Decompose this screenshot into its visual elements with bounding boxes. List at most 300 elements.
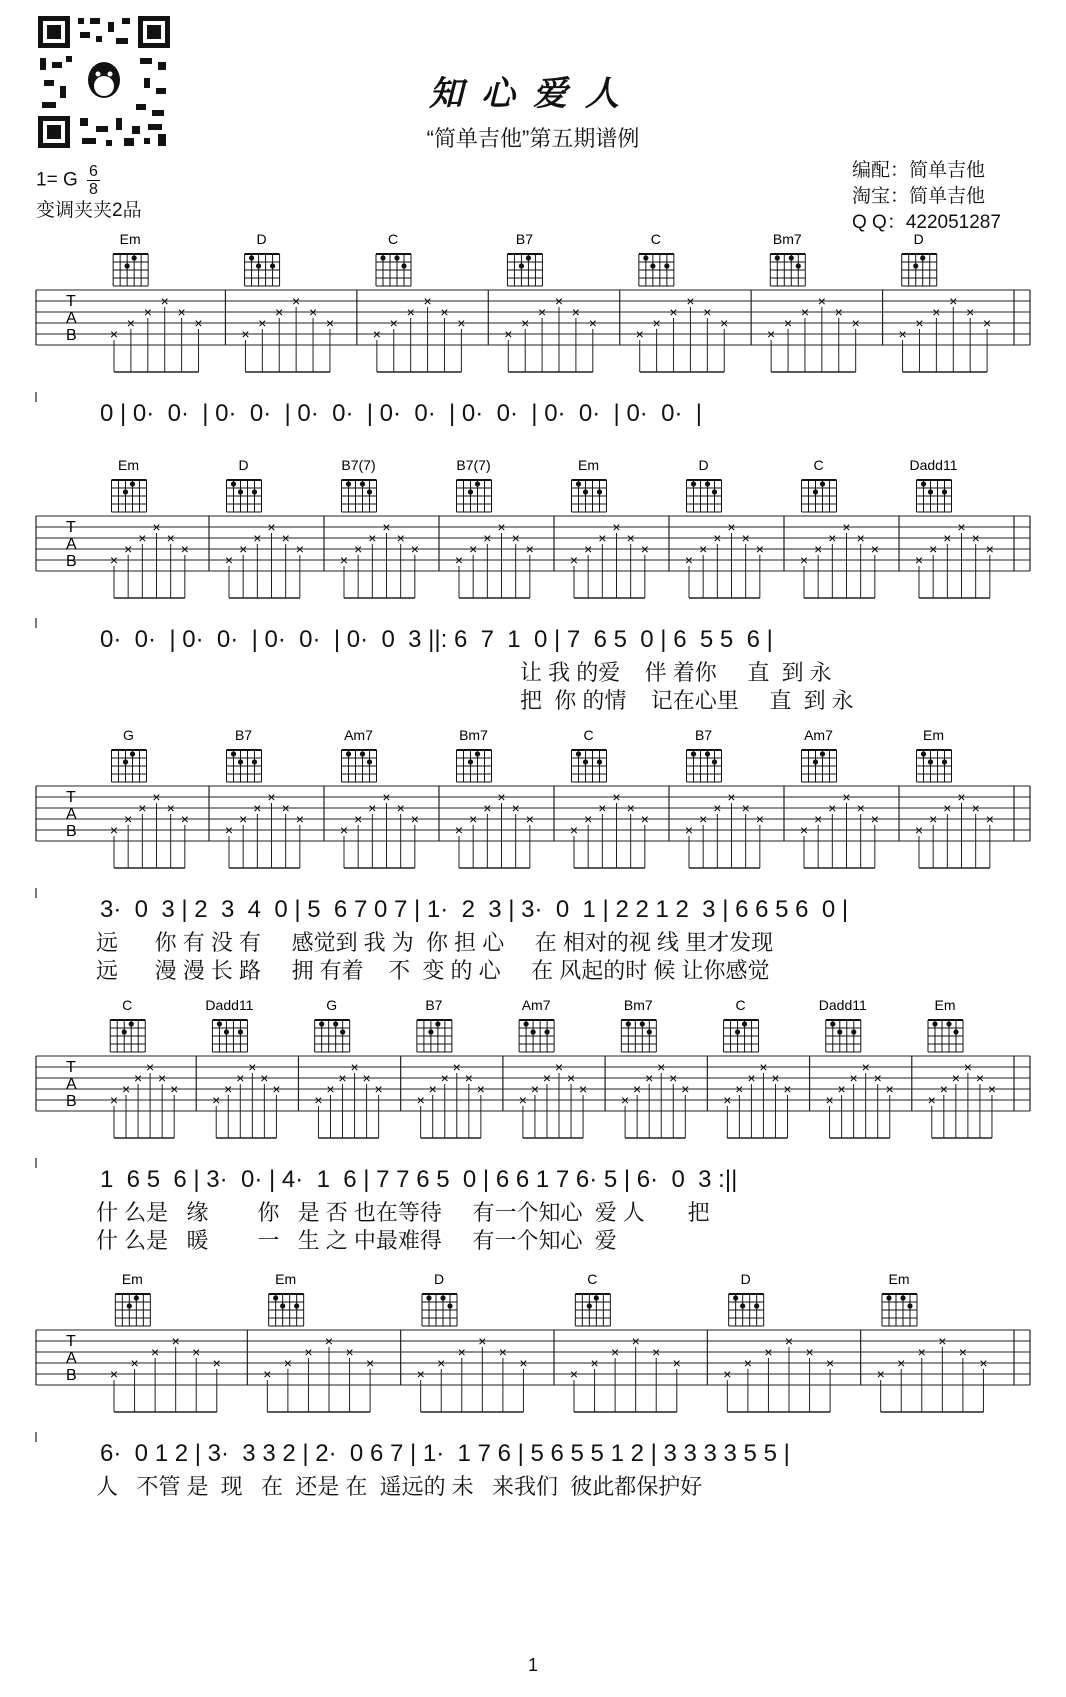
tab-clef: B [66, 1367, 77, 1384]
strum-mark: × [224, 1081, 233, 1097]
strum-mark: × [897, 1355, 906, 1371]
strum-mark: × [416, 1366, 425, 1382]
chord-diagram [639, 232, 674, 286]
chord-name: D [433, 1272, 445, 1287]
strum-mark: × [966, 304, 975, 320]
chord-name: Em [578, 458, 599, 473]
strum-mark: × [652, 1344, 661, 1360]
strum-mark: × [849, 1070, 858, 1086]
strum-mark: × [368, 800, 377, 816]
strum-mark: × [109, 1366, 119, 1382]
strum-mark: × [345, 1344, 354, 1360]
chord-diagram [417, 998, 452, 1052]
strum-mark: × [253, 800, 262, 816]
tab-system [0, 728, 1066, 898]
strum-mark: × [612, 519, 621, 535]
tab-clef: T [66, 293, 76, 310]
strum-mark: × [152, 519, 161, 535]
strum-mark: × [898, 326, 907, 342]
strum-mark: × [281, 530, 290, 546]
strum-mark: × [308, 304, 318, 320]
strum-mark: × [267, 519, 276, 535]
strum-mark: × [554, 293, 564, 309]
chord-name: Bm7 [772, 232, 802, 247]
strum-mark: × [814, 541, 823, 557]
chord-diagram [882, 1272, 917, 1326]
strum-mark: × [633, 1081, 642, 1097]
strum-mark: × [457, 315, 466, 331]
chord-name: B7 [234, 728, 253, 743]
chord-name: C [735, 998, 746, 1013]
jianpu-notes: 0 | 0· 0· | 0· 0· | 0· 0· | 0· 0· | 0· 0· | 0· 0· | 0· 0· | [100, 400, 703, 427]
strum-mark: × [295, 541, 304, 557]
strum-mark: × [263, 1366, 272, 1382]
chord-diagram [342, 728, 377, 782]
strum-mark: × [498, 1344, 507, 1360]
strum-mark: × [283, 1355, 292, 1371]
tab-system [0, 232, 1066, 402]
strum-mark: × [939, 1081, 948, 1097]
chord-name: Em [119, 232, 141, 247]
strum-mark: × [339, 822, 349, 838]
taobao: 淘宝：简单吉他 [852, 186, 986, 207]
strum-mark: × [109, 552, 119, 568]
strum-mark: × [588, 315, 597, 331]
strum-mark: × [652, 315, 661, 331]
strum-mark: × [519, 1355, 528, 1371]
strum-mark: × [324, 1333, 334, 1349]
chord-diagram [112, 728, 147, 782]
strum-mark: × [971, 530, 980, 546]
strum-mark: × [483, 800, 492, 816]
strum-mark: × [192, 1344, 201, 1360]
chord-diagram [802, 728, 837, 782]
strum-mark: × [851, 315, 860, 331]
strum-mark: × [483, 530, 492, 546]
strum-mark: × [825, 1092, 834, 1108]
tab-system [0, 458, 1066, 628]
qq: Q Q：422051287 [852, 212, 1001, 233]
strum-mark: × [856, 800, 865, 816]
strum-mark: × [554, 1059, 564, 1075]
strum-mark: × [504, 326, 513, 342]
chord-name: Am7 [344, 728, 373, 743]
key-info [36, 163, 142, 224]
strum-mark: × [759, 1059, 768, 1075]
chord-name: Dadd11 [818, 998, 867, 1013]
chord-name: C [587, 1272, 598, 1287]
tab-clef: T [66, 789, 76, 806]
strum-mark: × [253, 530, 262, 546]
strum-mark: × [626, 530, 635, 546]
chord-diagram [341, 458, 376, 512]
strum-mark: × [406, 304, 415, 320]
strum-mark: × [292, 293, 301, 309]
chord-name: D [238, 458, 249, 473]
strum-mark: × [224, 822, 234, 838]
strum-mark: × [914, 552, 924, 568]
chord-name: Dadd11 [909, 458, 958, 473]
strum-mark: × [511, 530, 520, 546]
chord-name: D [913, 232, 924, 247]
chord-name: B7 [425, 998, 443, 1013]
strum-mark: × [530, 1081, 540, 1097]
strum-mark: × [929, 811, 938, 827]
lyrics-line-2: 什 么是 暖 一 生 之 中最难得 有一个知心 爱 [96, 1228, 617, 1253]
strum-mark: × [870, 541, 879, 557]
strum-mark: × [295, 811, 304, 827]
strum-mark: × [497, 789, 506, 805]
strum-mark: × [538, 304, 547, 320]
chord-name: C [813, 458, 824, 473]
strum-mark: × [640, 541, 649, 557]
strum-mark: × [645, 1070, 654, 1086]
chord-diagram [112, 458, 147, 512]
strum-mark: × [743, 1355, 752, 1371]
strum-mark: × [834, 304, 843, 320]
chord-diagram [819, 998, 867, 1052]
strum-mark: × [138, 530, 147, 546]
chord-name: D [256, 232, 267, 247]
strum-mark: × [799, 822, 809, 838]
strum-mark: × [870, 811, 879, 827]
chord-diagram [227, 728, 262, 782]
capo-info: 变调夹夹2品 [36, 200, 142, 221]
tab-clef: B [66, 1093, 77, 1110]
strum-mark: × [735, 1081, 744, 1097]
time-signature: $\frac{6}{8}$ [89, 163, 98, 198]
strum-mark: × [949, 293, 958, 309]
strum-mark: × [741, 530, 750, 546]
strum-mark: × [983, 315, 992, 331]
strum-mark: × [876, 1366, 885, 1382]
tab-system [0, 1272, 1066, 1442]
strum-mark: × [951, 1070, 960, 1086]
tab-clef: B [66, 327, 77, 344]
tab-clef: A [66, 1350, 77, 1367]
strum-mark: × [354, 541, 363, 557]
jianpu-notes: 0· 0· | 0· 0· | 0· 0· | 0· 0 3 ||: 6 7 1 0 | 7 6 5 0 | 6 5 5 6 | [100, 626, 773, 653]
strum-mark: × [837, 1081, 846, 1097]
strum-mark: × [366, 1355, 375, 1371]
chord-name: D [698, 458, 709, 473]
strum-mark: × [861, 1059, 870, 1075]
tab-system [0, 998, 1066, 1168]
strum-mark: × [194, 315, 203, 331]
strum-mark: × [437, 1355, 446, 1371]
strum-mark: × [584, 541, 593, 557]
strum-mark: × [640, 811, 649, 827]
chord-diagram [724, 998, 759, 1052]
strum-mark: × [368, 530, 377, 546]
strum-mark: × [885, 1081, 894, 1097]
strum-mark: × [784, 1333, 794, 1349]
chord-name: Bm7 [459, 728, 488, 743]
chord-name: Em [118, 458, 139, 473]
strum-mark: × [747, 1070, 756, 1086]
tab-clef: T [66, 1333, 76, 1350]
strum-mark: × [957, 519, 966, 535]
strum-mark: × [525, 541, 534, 557]
lyrics-line-1: 远 你 有 没 有 感觉到 我 为 你 担 心 在 相对的视 线 里才发现 [96, 930, 774, 955]
strum-mark: × [281, 800, 290, 816]
strum-mark: × [943, 800, 952, 816]
strum-mark: × [416, 1092, 425, 1108]
strum-mark: × [873, 1070, 882, 1086]
strum-mark: × [571, 304, 580, 320]
strum-mark: × [236, 1070, 245, 1086]
strum-mark: × [826, 1355, 835, 1371]
strum-mark: × [248, 1059, 257, 1075]
chord-diagram [205, 998, 253, 1052]
chord-name: G [326, 998, 338, 1013]
strum-mark: × [569, 552, 579, 568]
tab-clef: A [66, 536, 77, 553]
strum-mark: × [396, 530, 405, 546]
strum-mark: × [180, 541, 189, 557]
chord-name: B7(7) [456, 458, 491, 473]
strum-mark: × [569, 822, 579, 838]
strum-mark: × [109, 1092, 119, 1108]
strum-mark: × [727, 789, 736, 805]
strum-mark: × [428, 1081, 437, 1097]
strum-mark: × [410, 541, 419, 557]
chord-diagram [902, 232, 937, 286]
chord-diagram [802, 458, 837, 512]
strum-mark: × [454, 822, 464, 838]
strum-mark: × [727, 519, 736, 535]
chord-diagram [575, 1272, 610, 1326]
strum-mark: × [272, 1081, 281, 1097]
strum-mark: × [121, 1081, 131, 1097]
strum-mark: × [143, 304, 152, 320]
strum-mark: × [755, 541, 764, 557]
jianpu-notes: 3· 0 3 | 2 3 4 0 | 5 6 7 0 7 | 1· 2 3 | 3· 0 1 | 2 2 1 2 3 | 6 6 5 6 0 | [100, 896, 849, 923]
strum-mark: × [814, 811, 823, 827]
chord-diagram [269, 1272, 304, 1326]
tab-clef: T [66, 519, 76, 536]
strum-mark: × [160, 293, 169, 309]
tab-clef: B [66, 553, 77, 570]
strum-mark: × [170, 1081, 179, 1097]
strum-mark: × [339, 552, 349, 568]
strum-mark: × [720, 315, 729, 331]
chord-diagram [770, 232, 805, 286]
strum-mark: × [631, 1333, 640, 1349]
strum-mark: × [566, 1070, 576, 1086]
credits [852, 158, 1001, 236]
tab-clef: B [66, 823, 77, 840]
chord-name: Em [275, 1272, 297, 1287]
strum-mark: × [124, 541, 133, 557]
strum-mark: × [915, 315, 924, 331]
chord-name: B7 [515, 232, 533, 247]
strum-mark: × [578, 1081, 588, 1097]
strum-mark: × [626, 800, 635, 816]
tab-clef: T [66, 1059, 76, 1076]
strum-mark: × [152, 789, 161, 805]
chord-diagram [457, 728, 492, 782]
chord-name: Em [888, 1272, 910, 1287]
strum-mark: × [669, 1070, 678, 1086]
chord-name: B7 [694, 728, 713, 743]
strum-mark: × [138, 800, 147, 816]
strum-mark: × [521, 315, 530, 331]
chord-diagram [113, 232, 148, 286]
strum-mark: × [158, 1070, 167, 1086]
strum-mark: × [699, 541, 708, 557]
strum-mark: × [109, 326, 119, 342]
strum-mark: × [325, 315, 335, 331]
strum-mark: × [452, 1059, 461, 1075]
strum-mark: × [457, 1344, 466, 1360]
strum-mark: × [963, 1059, 972, 1075]
chord-diagram [507, 232, 542, 286]
key-signature: 1= G [36, 169, 78, 191]
tab-clef: A [66, 806, 77, 823]
chord-diagram [909, 458, 957, 512]
chord-diagram [729, 1272, 764, 1326]
chord-diagram [376, 232, 411, 286]
strum-mark: × [817, 293, 826, 309]
strum-mark: × [828, 530, 837, 546]
chord-name: Am7 [521, 998, 551, 1013]
strum-mark: × [684, 822, 694, 838]
chord-diagram [422, 1272, 457, 1326]
strum-mark: × [672, 1355, 681, 1371]
lyrics-line-2: 把 你 的情 记在心里 直 到 永 [520, 688, 854, 713]
strum-mark: × [612, 789, 621, 805]
strum-mark: × [212, 1355, 221, 1371]
chord-name: C [583, 728, 594, 743]
strum-mark: × [713, 800, 722, 816]
lyrics-line-1: 人 不管 是 现 在 还是 在 遥远的 未 来我们 彼此都保护好 [96, 1474, 703, 1499]
strum-mark: × [723, 1366, 732, 1382]
strum-mark: × [469, 811, 478, 827]
chord-diagram [687, 728, 722, 782]
strum-mark: × [478, 1333, 487, 1349]
strum-mark: × [130, 1355, 139, 1371]
strum-mark: × [914, 822, 924, 838]
strum-mark: × [686, 293, 695, 309]
strum-mark: × [927, 1092, 936, 1108]
chord-name: B7(7) [341, 458, 376, 473]
chord-diagram [687, 458, 722, 512]
jianpu-notes: 6· 0 1 2 | 3· 3 3 2 | 2· 0 6 7 | 1· 1 7 6 | 5 6 5 5 1 2 | 3 3 3 3 5 5 | [100, 1440, 790, 1467]
strum-mark: × [382, 519, 391, 535]
strum-mark: × [842, 519, 851, 535]
strum-mark: × [511, 800, 520, 816]
chord-diagram [456, 458, 491, 512]
strum-mark: × [929, 541, 938, 557]
chord-diagram [621, 998, 656, 1052]
strum-mark: × [525, 811, 534, 827]
chord-diagram [227, 458, 262, 512]
chord-name: Am7 [804, 728, 833, 743]
chord-name: Em [934, 998, 956, 1013]
strum-mark: × [372, 326, 381, 342]
chord-diagram [315, 998, 350, 1052]
strum-mark: × [314, 1092, 323, 1108]
strum-mark: × [598, 530, 607, 546]
lyrics-line-1: 让 我 的爱 伴 着你 直 到 永 [520, 660, 832, 685]
chord-name: Dadd11 [205, 998, 254, 1013]
song-subtitle: “简单吉他”第五期谱例 [426, 126, 640, 151]
strum-mark: × [938, 1333, 947, 1349]
strum-mark: × [755, 811, 764, 827]
strum-mark: × [800, 304, 810, 320]
chord-name: Em [923, 728, 944, 743]
strum-mark: × [584, 811, 593, 827]
chord-diagram [110, 998, 145, 1052]
strum-mark: × [382, 789, 391, 805]
strum-mark: × [542, 1070, 552, 1086]
strum-mark: × [497, 519, 506, 535]
strum-mark: × [166, 530, 175, 546]
strum-mark: × [987, 1081, 997, 1097]
strum-mark: × [267, 789, 276, 805]
strum-mark: × [783, 315, 793, 331]
strum-mark: × [979, 1355, 988, 1371]
strum-mark: × [569, 1366, 579, 1382]
strum-mark: × [669, 304, 678, 320]
strum-mark: × [657, 1059, 666, 1075]
strum-mark: × [338, 1070, 347, 1086]
chord-name: C [387, 232, 399, 247]
strum-mark: × [177, 304, 186, 320]
lyrics-line-2: 远 漫 漫 长 路 拥 有着 不 变 的 心 在 风起的时 候 让你感觉 [96, 958, 770, 983]
strum-mark: × [275, 304, 284, 320]
strum-mark: × [958, 1344, 967, 1360]
strum-mark: × [396, 800, 405, 816]
strum-mark: × [635, 326, 644, 342]
strum-mark: × [464, 1070, 473, 1086]
strum-mark: × [469, 541, 478, 557]
chord-diagram [572, 458, 607, 512]
chord-diagram [917, 728, 952, 782]
strum-mark: × [440, 304, 449, 320]
tab-clef: A [66, 310, 77, 327]
strum-mark: × [389, 315, 398, 331]
strum-mark: × [350, 1059, 359, 1075]
strum-mark: × [224, 552, 234, 568]
strum-mark: × [109, 822, 119, 838]
strum-mark: × [598, 800, 607, 816]
strum-mark: × [124, 811, 133, 827]
arranger: 编配：简单吉他 [852, 160, 986, 181]
strum-mark: × [410, 811, 419, 827]
lyrics-line-1: 什 么是 缘 你 是 否 也在等待 有一个知心 爱 人 把 [96, 1200, 710, 1225]
strum-mark: × [932, 304, 941, 320]
strum-mark: × [611, 1344, 620, 1360]
chord-diagram [928, 998, 963, 1052]
strum-mark: × [258, 315, 267, 331]
strum-mark: × [828, 800, 837, 816]
strum-mark: × [856, 530, 865, 546]
strum-mark: × [713, 530, 722, 546]
chord-name: Bm7 [623, 998, 653, 1013]
strum-mark: × [783, 1081, 792, 1097]
chord-name: C [122, 998, 133, 1013]
strum-mark: × [476, 1081, 485, 1097]
strum-mark: × [799, 552, 809, 568]
strum-mark: × [151, 1344, 160, 1360]
strum-mark: × [304, 1344, 313, 1360]
strum-mark: × [354, 811, 363, 827]
strum-mark: × [440, 1070, 449, 1086]
strum-mark: × [723, 1092, 732, 1108]
strum-mark: × [771, 1070, 780, 1086]
